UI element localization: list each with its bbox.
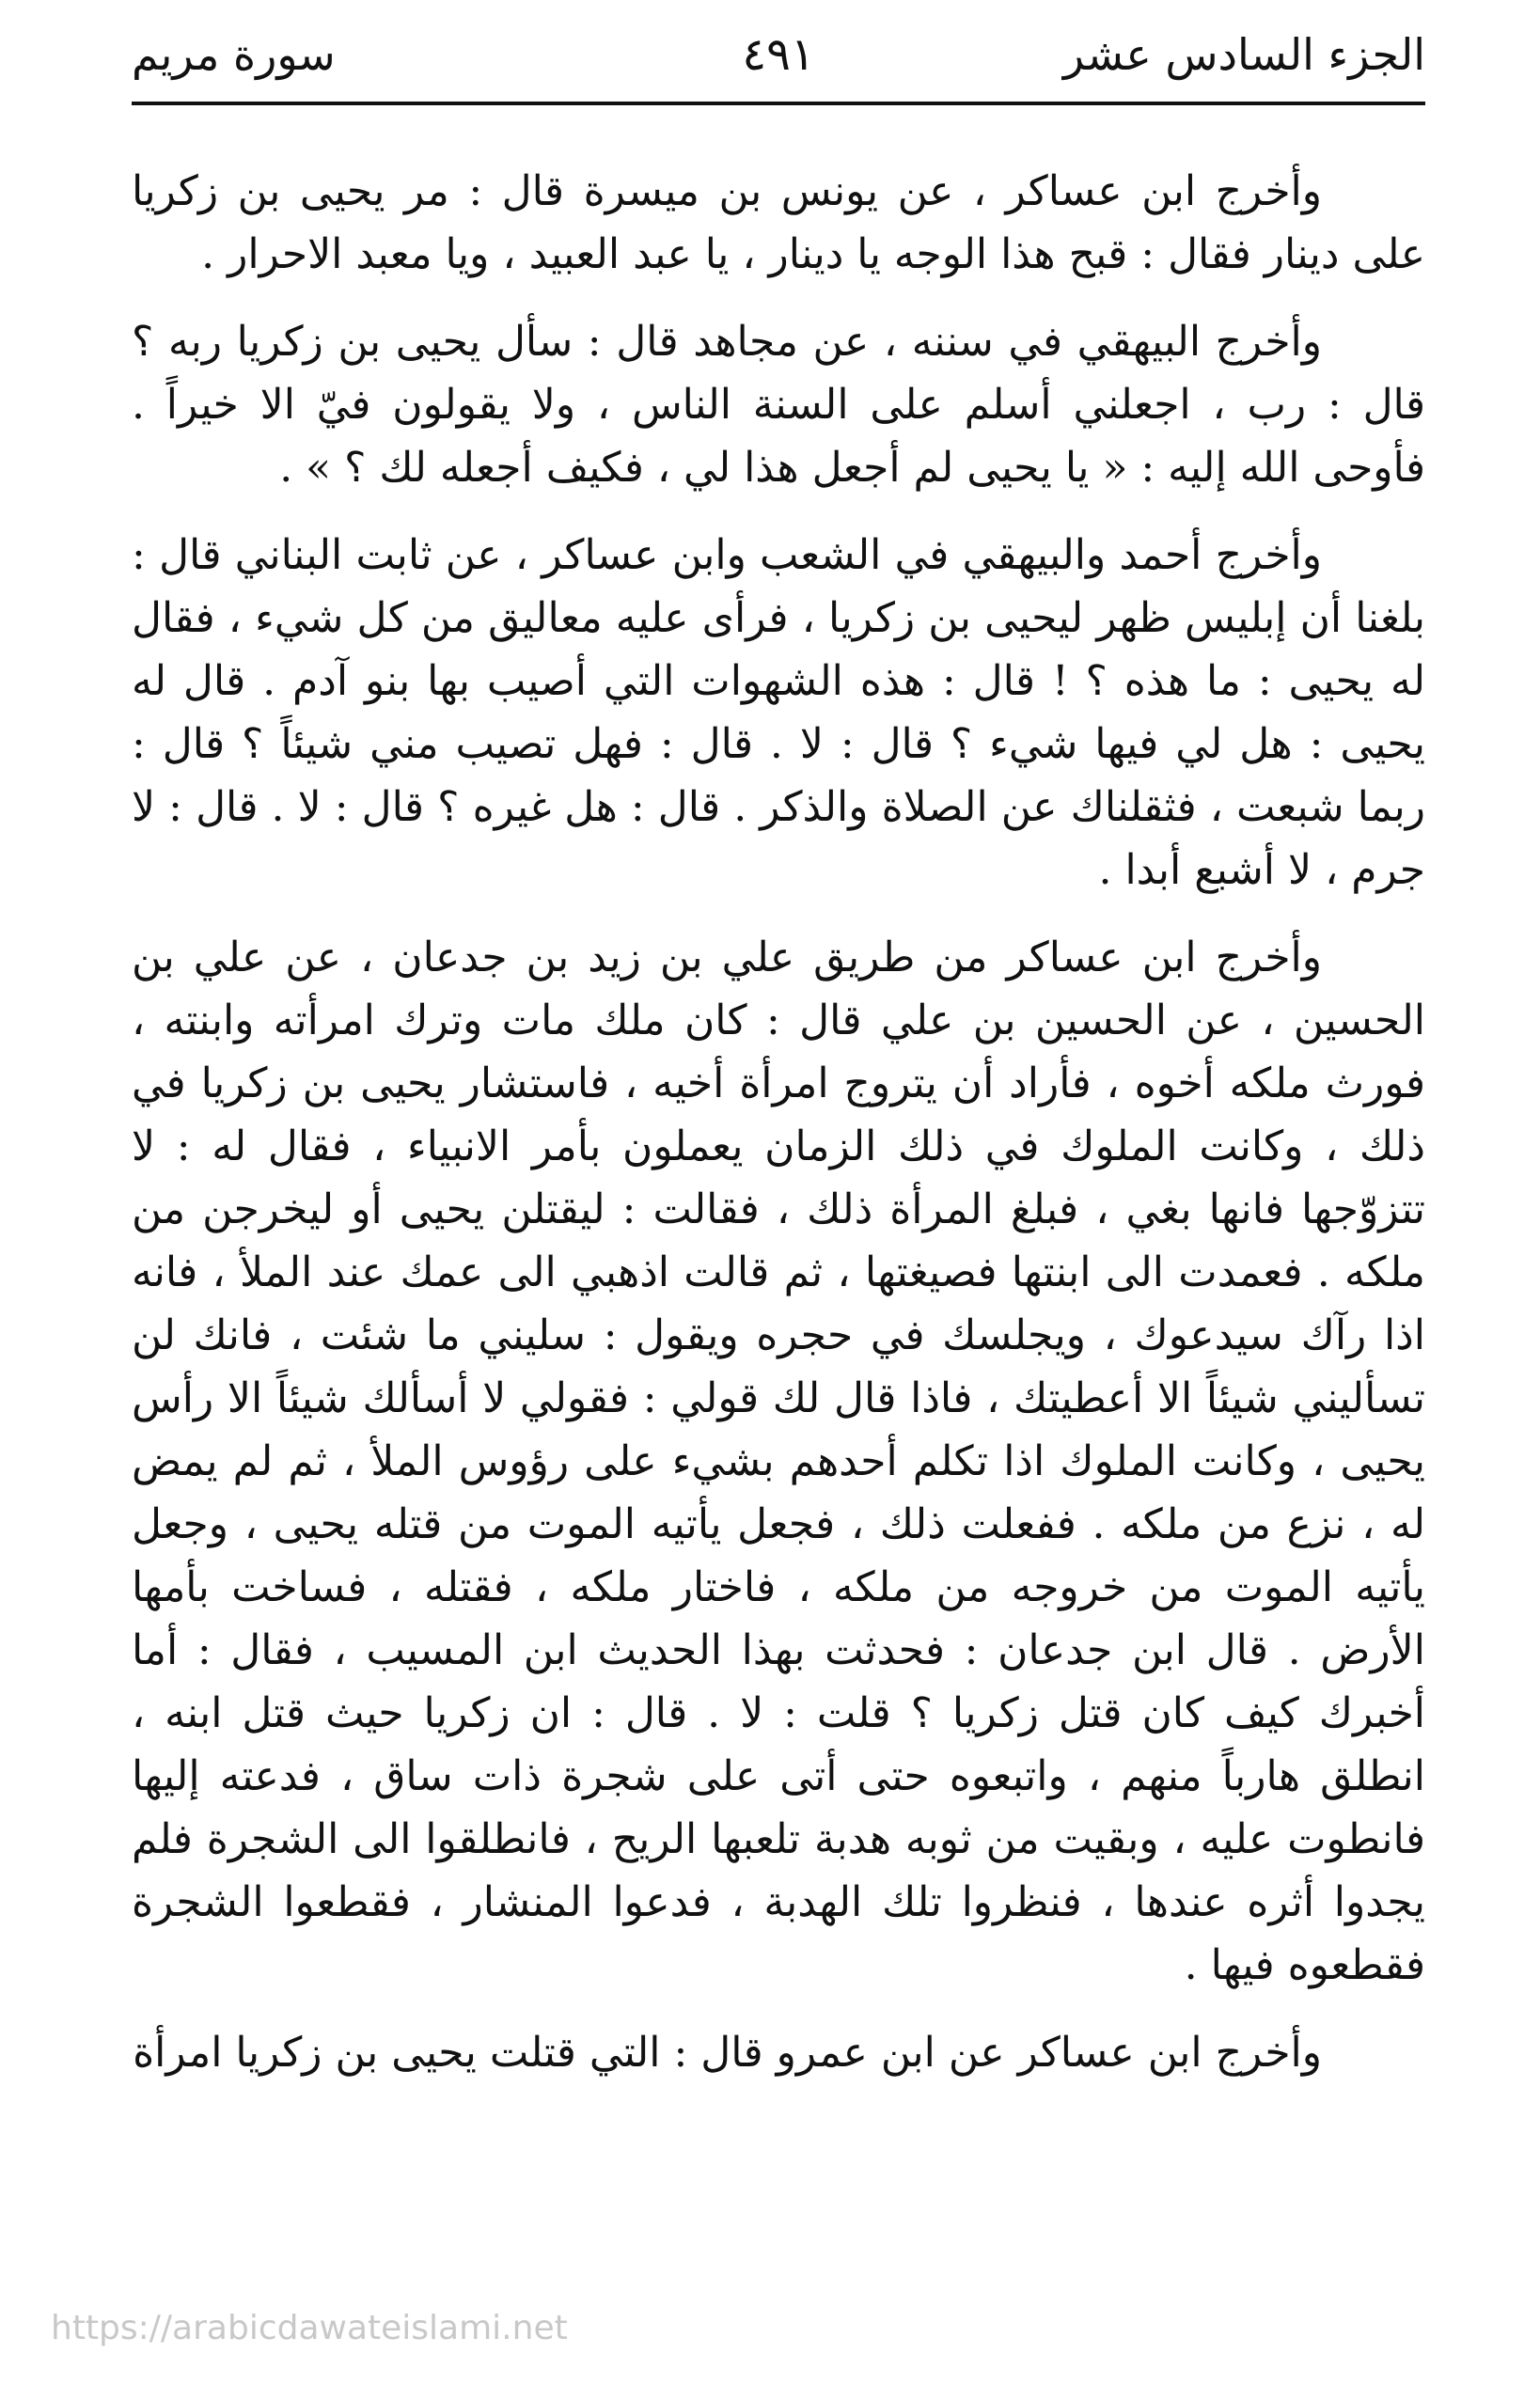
paragraph-2: وأخرج البيهقي في سننه ، عن مجاهد قال : سأل يحيى بن زكريا ربه ؟ قال : رب ، اجعلني أسلم على السنة الناس ، ولا يقولون فيّ الا خيراً . فأوحى الله إليه : « يا يحيى لم أجعل هذا لي ، فكيف أجعله لك ؟ » . bbox=[132, 318, 1425, 492]
surah-title: سورة مريم bbox=[132, 29, 336, 80]
paragraph-3: وأخرج أحمد والبيهقي في الشعب وابن عساكر ، عن ثابت البناني قال : بلغنا أن إبليس ظهر ليحيى بن زكريا ، فرأى عليه معاليق من كل شيء ، فقال له يحيى : ما هذه ؟ ! قال : هذه الشهوات التي أصيب بها بنو آدم . قال له يحيى : هل لي فيها شيء ؟ قال : لا . قال : فهل تصيب مني شيئاً ؟ قال : ربما شبعت ، فثقلناك عن الصلاة والذكر . قال : هل غيره ؟ قال : لا . قال : لا جرم ، لا أشبع أبدا . bbox=[132, 531, 1425, 894]
header-divider bbox=[132, 102, 1425, 105]
paragraph-5: وأخرج ابن عساكر عن ابن عمرو قال : التي قتلت يحيى بن زكريا امرأة bbox=[133, 2029, 1322, 2077]
page-number: ٤٩١ bbox=[742, 28, 815, 81]
running-header bbox=[132, 17, 1425, 92]
paragraph-1: وأخرج ابن عساكر ، عن يونس بن ميسرة قال : مر يحيى بن زكريا على دينار فقال : قبح هذا الوجه يا دينار ، يا عبد العبيد ، ويا معبد الاحرار . bbox=[132, 167, 1425, 278]
part-title: الجزء السادس عشر bbox=[1062, 29, 1425, 80]
site-watermark: https://arabicdawateislami.net bbox=[51, 2309, 568, 2347]
paragraph-4: وأخرج ابن عساكر من طريق علي بن زيد بن جدعان ، عن علي بن الحسين ، عن الحسين بن علي قال : كان ملك مات وترك امرأته وابنته ، فورث ملكه أخوه ، فأراد أن يتروج امرأة أخيه ، فاستشار يحيى بن زكريا في ذلك ، وكانت الملوك في ذلك الزمان يعملون بأمر الانبياء ، فقال له : لا تتزوّجها فانها بغي ، فبلغ المرأة ذلك ، فقالت : ليقتلن يحيى أو ليخرجن من ملكه . فعمدت الى ابنتها فصيغتها ، ثم قالت اذهبي الى عمك عند الملأ ، فانه اذا رآك سيدعوك ، ويجلسك في حجره ويقول : سليني ما شئت ، فانك لن تسأليني شيئاً الا أعطيتك ، فاذا قال لك قولي : فقولي لا أسألك شيئاً الا رأس يحيى ، وكانت الملوك اذا تكلم أحدهم بشيء على رؤوس الملأ ، ثم لم يمض له ، نزع من ملكه . ففعلت ذلك ، فجعل يأتيه الموت من قتله يحيى ، وجعل يأتيه الموت من خروجه من ملكه ، فاختار ملكه ، فقتله ، فساخت بأمها الأرض . قال ابن جدعان : فحدثت بهذا الحديث ابن المسيب ، فقال : أما أخبرك كيف كان قتل زكريا ؟ قلت : لا . قال : ان زكريا حيث قتل ابنه ، انطلق هارباً منهم ، واتبعوه حتى أتى على شجرة ذات ساق ، فدعته إليها فانطوت عليه ، وبقيت من ثوبه هدبة تلعبها الريح ، فانطلقوا الى الشجرة فلم يجدوا أثره عندها ، فنظروا تلك الهدبة ، فدعوا المنشار ، فقطعوا الشجرة فقطعوه فيها . bbox=[132, 934, 1425, 1989]
page-body bbox=[132, 160, 1425, 2084]
